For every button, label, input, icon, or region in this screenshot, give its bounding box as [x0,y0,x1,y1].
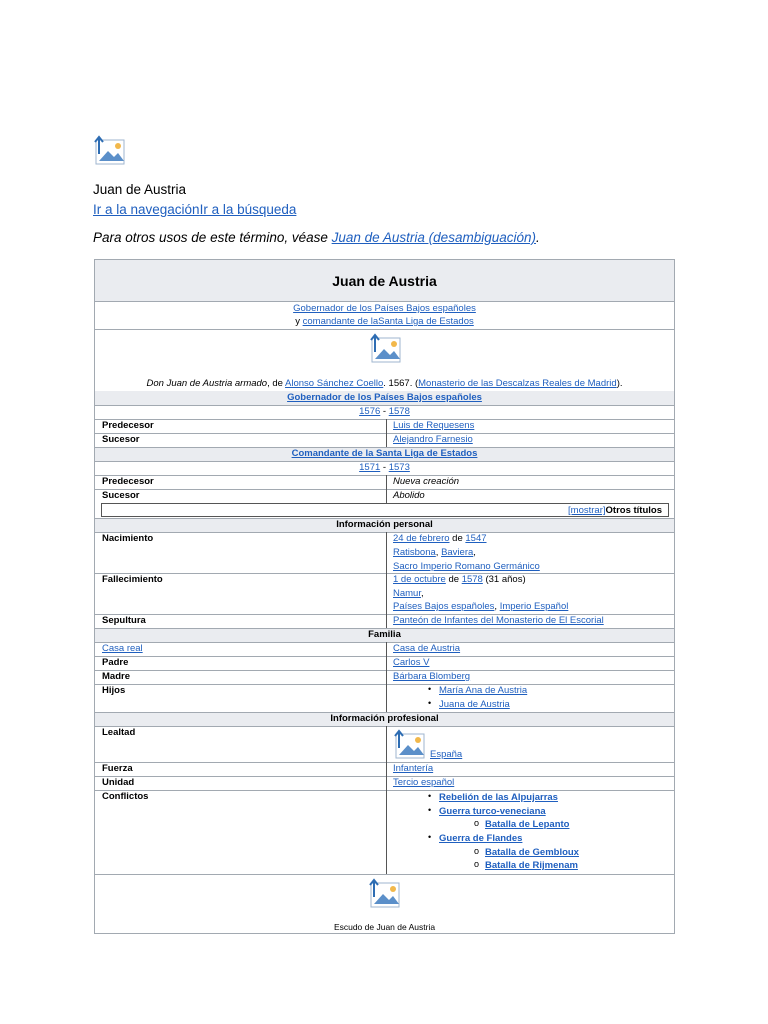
year-link[interactable]: 1578 [388,406,410,417]
battle-link[interactable]: Batalla de Gembloux [485,847,579,858]
father-label: Padre [102,657,129,668]
birth-city-link[interactable]: Ratisbona [393,547,436,558]
conflict-link[interactable]: Guerra turco-veneciana [439,806,546,817]
year-link[interactable]: 1576 [359,406,381,417]
office-governor-header [95,391,674,404]
birth-label: Nacimiento [102,533,154,544]
conflict-link[interactable]: Rebelión de las Alpujarras [439,792,558,803]
caption-location-link[interactable]: Monasterio de las Descalzas Reales de Madrid [418,378,617,389]
predecessor-label: Predecesor [102,420,154,431]
role-commander-link[interactable]: comandante de laSanta Liga de Estados [302,316,474,327]
hatnote: Para otros usos de este término, véase Juan de Austria (desambiguación). [93,230,540,245]
death-date: 1 de octubre de 1578 (31 años) [393,574,526,585]
branch-link[interactable]: Infantería [393,763,434,774]
death-country-link[interactable]: Países Bajos españoles [393,601,495,612]
battle-link[interactable]: Batalla de Lepanto [485,819,570,830]
predecessor-link[interactable]: Luis de Requesens [393,420,475,431]
role-line-1 [95,302,674,315]
sub-bullet-icon: o [474,846,480,856]
branch-label: Fuerza [102,763,133,774]
personal-info-header: Información personal [336,519,433,530]
death-label: Fallecimiento [102,574,163,585]
death-country: Países Bajos españoles, Imperio Español [393,601,569,612]
allegiance-link[interactable]: España [430,749,463,760]
portrait-image-icon[interactable] [369,332,403,364]
coat-of-arms-image-icon[interactable] [368,877,402,909]
birth-place: Ratisbona, Baviera, [393,547,476,558]
bullet-icon: • [428,832,432,842]
year-link[interactable]: 1571 [359,462,381,473]
children-label: Hijos [102,685,126,696]
office-commander-header [95,447,674,460]
family-header: Familia [368,629,401,640]
bullet-icon: • [428,805,432,815]
caption-author-link[interactable]: Alonso Sánchez Coello [285,378,384,389]
death-city-link[interactable]: Namur [393,588,421,599]
child-link[interactable]: Juana de Austria [439,699,510,710]
predecessor-value: Nueva creación [393,476,460,487]
office-commander-period: 1571 - 1573 [359,462,410,473]
unit-label: Unidad [102,777,135,788]
birth-date: 24 de febrero de 1547 [393,533,487,544]
bullet-icon: • [428,684,432,694]
unit-link[interactable]: Tercio español [393,777,455,788]
role-governor-link[interactable]: Gobernador de los Países Bajos españoles [293,303,476,314]
allegiance-label: Lealtad [102,727,136,738]
infobox-title: Juan de Austria [95,260,674,302]
sub-bullet-icon: o [474,859,480,869]
conflict-link[interactable]: Guerra de Flandes [439,833,523,844]
burial-link[interactable]: Panteón de Infantes del Monasterio de El Escorial [393,615,604,626]
bullet-icon: • [428,698,432,708]
birth-empire-link[interactable]: Sacro Imperio Romano Germánico [393,561,540,572]
flag-image-icon[interactable] [393,728,427,760]
successor-label: Sucesor [102,434,140,445]
child-link[interactable]: María Ana de Austria [439,685,528,696]
predecessor-label: Predecesor [102,476,154,487]
office-governor-period: 1576 - 1578 [359,406,410,417]
mother-label: Madre [102,671,130,682]
skip-navigation-link[interactable]: Ir a la navegación [93,202,200,217]
role-line-2: y comandante de laSanta Liga de Estados [295,316,474,327]
office-governor-link[interactable]: Gobernador de los Países Bajos españoles [287,392,482,403]
battle-link[interactable]: Batalla de Rijmenam [485,860,578,871]
burial-label: Sepultura [102,615,146,626]
other-titles-row: [mostrar]Otros títulos [568,505,662,516]
sub-bullet-icon: o [474,818,480,828]
mother-link[interactable]: Bárbara Blomberg [393,671,471,682]
death-year-link[interactable]: 1578 [461,574,483,585]
royal-house-label-link[interactable]: Casa real [102,643,143,654]
death-empire-link[interactable]: Imperio Español [499,601,569,612]
bullet-icon: • [428,791,432,801]
skip-search-link[interactable]: Ir a la búsqueda [199,202,297,217]
father-link[interactable]: Carlos V [393,657,430,668]
death-city: Namur, [393,588,424,599]
image-placeholder-icon [93,134,127,166]
skip-links [93,202,296,217]
death-date-link[interactable]: 1 de octubre [393,574,446,585]
coat-of-arms-caption: Escudo de Juan de Austria [333,922,436,932]
infobox [94,259,675,934]
page-title: Juan de Austria [93,182,187,197]
office-commander-link[interactable]: Comandante de la Santa Liga de Estados [291,448,478,459]
professional-info-header: Información profesional [330,713,439,724]
successor-value: Abolido [393,490,425,501]
show-other-titles-toggle[interactable]: [mostrar] [568,505,606,516]
disambiguation-link[interactable]: Juan de Austria (desambiguación) [331,230,536,245]
birth-year-link[interactable]: 1547 [465,533,487,544]
birth-date-link[interactable]: 24 de febrero [393,533,450,544]
successor-link[interactable]: Alejandro Farnesio [393,434,473,445]
portrait-caption: Don Juan de Austria armado, de Alonso Sánchez Coello. 1567. (Monasterio de las Descalzas Reales de Madrid). [146,378,623,389]
successor-label: Sucesor [102,490,140,501]
conflicts-label: Conflictos [102,791,149,802]
year-link[interactable]: 1573 [388,462,410,473]
birth-region-link[interactable]: Baviera [441,547,474,558]
royal-house-link[interactable]: Casa de Austria [393,643,461,654]
